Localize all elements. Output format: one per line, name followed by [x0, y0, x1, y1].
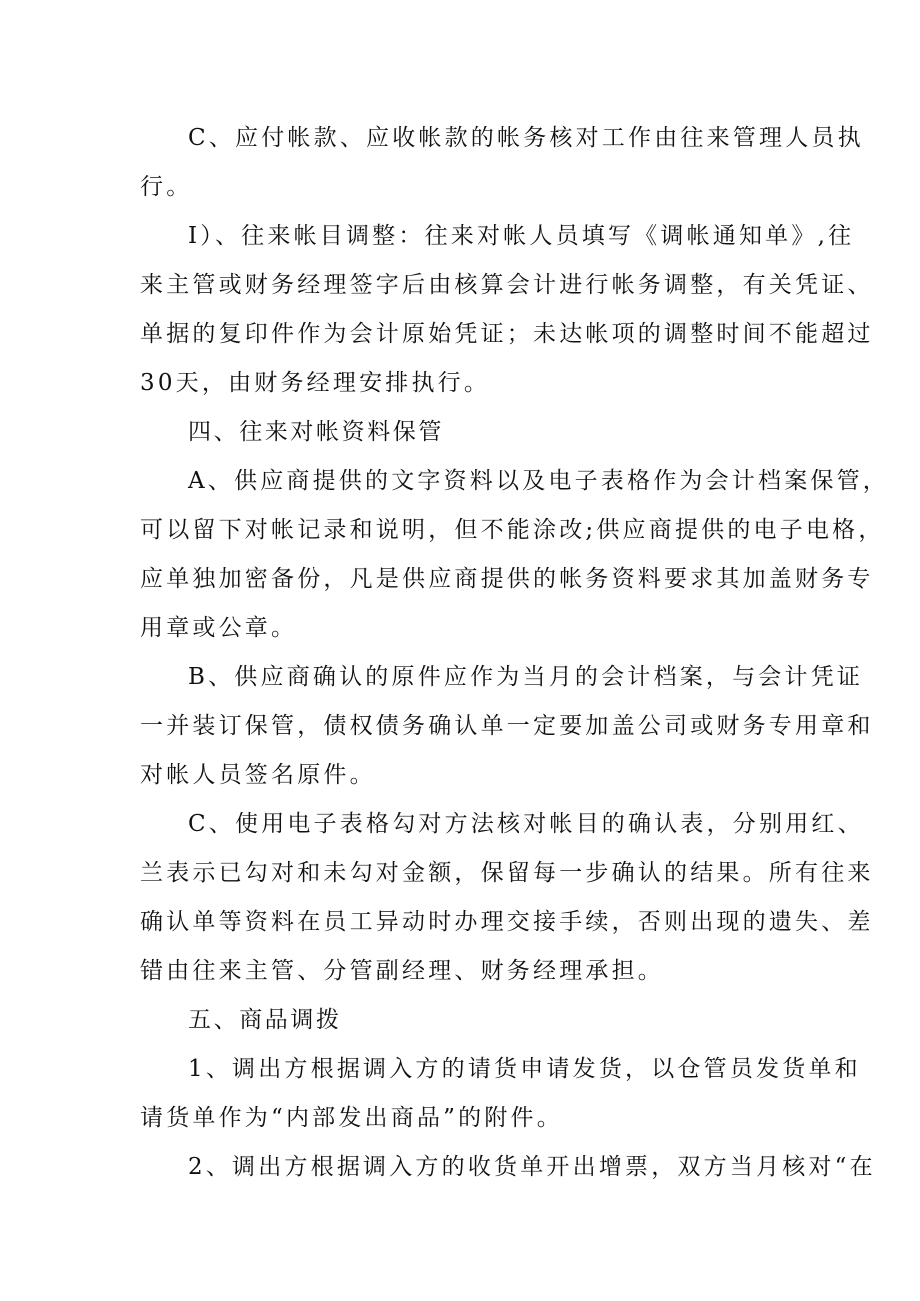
paragraph-b-originals-line-2: 一并装订保管，债权债务确认单一定要加盖公司或财务专用章和	[140, 713, 874, 739]
paragraph-b-originals-line-1: B、供应商确认的原件应作为当月的会计档案，与会计凭证	[188, 664, 864, 690]
paragraph-c-spreadsheet-line-3: 确认单等资料在员工异动时办理交接手续，否则出现的遗失、差	[140, 909, 874, 935]
paragraph-a-supplier-line-2: 可以留下对帐记录和说明，但不能涂改;供应商提供的电子电格，	[140, 517, 885, 543]
paragraph-c-payables-line-1: C、应付帐款、应收帐款的帐务核对工作由往来管理人员执	[188, 125, 864, 151]
paragraph-b-originals-line-3: 对帐人员签名原件。	[140, 762, 376, 788]
section-heading-four: 四、往来对帐资料保管	[188, 419, 444, 445]
paragraph-2-invoice-line-1: 2、调出方根据调入方的收货单开出增票，双方当月核对“在	[188, 1154, 876, 1180]
paragraph-a-supplier-line-1: A、供应商提供的文字资料以及电子表格作为会计档案保管，	[188, 468, 890, 494]
paragraph-c-spreadsheet-line-2: 兰表示已勾对和未勾对金额，保留每一步确认的结果。所有往来	[140, 860, 874, 886]
paragraph-1-dispatch-line-1: 1、调出方根据调入方的请货申请发货，以仓管员发货单和	[188, 1056, 861, 1082]
paragraph-c-payables-line-2: 行。	[140, 174, 193, 200]
paragraph-c-spreadsheet-line-4: 错由往来主管、分管副经理、财务经理承担。	[140, 958, 664, 984]
paragraph-a-supplier-line-4: 用章或公章。	[140, 615, 298, 641]
paragraph-a-supplier-line-3: 应单独加密备份，凡是供应商提供的帐务资料要求其加盖财务专	[140, 566, 874, 592]
paragraph-c-spreadsheet-line-1: C、使用电子表格勾对方法核对帐目的确认表，分别用红、	[188, 811, 864, 837]
section-heading-five: 五、商品调拨	[188, 1007, 342, 1033]
paragraph-i-adjustment-line-2: 来主管或财务经理签字后由核算会计进行帐务调整，有关凭证、	[140, 272, 874, 298]
paragraph-i-adjustment-line-3: 单据的复印件作为会计原始凭证；未达帐项的调整时间不能超过	[140, 321, 874, 347]
paragraph-1-dispatch-line-2: 请货单作为“内部发出商品”的附件。	[140, 1105, 563, 1131]
paragraph-i-adjustment-line-4: 30天，由财务经理安排执行。	[140, 370, 491, 396]
paragraph-i-adjustment-line-1: I）、往来帐目调整：往来对帐人员填写《调帐通知单》,往	[188, 223, 855, 249]
